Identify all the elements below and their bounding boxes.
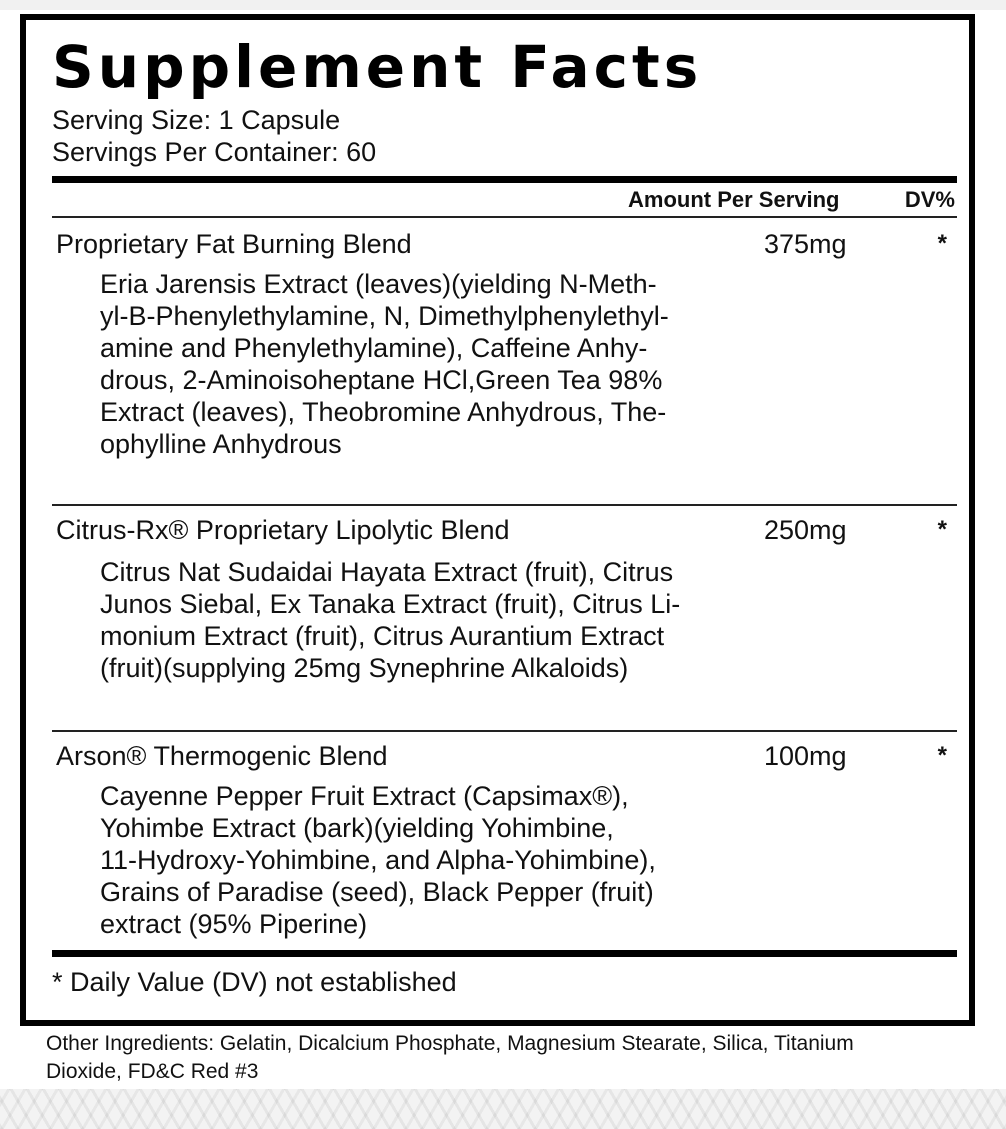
- ingredient-line: monium Extract (fruit), Citrus Aurantium Extract: [100, 621, 665, 651]
- blend-name: Arson® Thermogenic Blend: [56, 741, 388, 771]
- ingredient-line: amine and Phenylethylamine), Caffeine Anhy-: [100, 333, 648, 363]
- blend-dv: *: [937, 230, 947, 257]
- ingredient-line: drous, 2-Aminoisoheptane HCl,Green Tea 98%: [100, 365, 663, 395]
- ingredient-line: 11-Hydroxy-Yohimbine, and Alpha-Yohimbine),: [100, 845, 656, 875]
- ingredient-line: Extract (leaves), Theobromine Anhydrous, The-: [100, 397, 667, 427]
- background-texture: [0, 1089, 1006, 1129]
- ingredient-line: Cayenne Pepper Fruit Extract (Capsimax®),: [100, 781, 629, 811]
- ingredient-line: Yohimbe Extract (bark)(yielding Yohimbine,: [100, 813, 614, 843]
- blend-dv: *: [937, 742, 947, 769]
- column-header-amount: Amount Per Serving: [628, 187, 840, 212]
- dv-footnote: * Daily Value (DV) not established: [52, 967, 457, 997]
- blend-divider: [52, 730, 957, 732]
- supplement-facts-panel: [20, 14, 975, 1026]
- other-ingredients-line: Dioxide, FD&C Red #3: [46, 1060, 259, 1083]
- blend-divider: [52, 504, 957, 506]
- other-ingredients: [46, 1030, 976, 1086]
- blend-ingredients: [100, 780, 800, 940]
- blend-amount: 375mg: [764, 229, 847, 259]
- header-rule: [52, 176, 957, 183]
- background-top: [0, 0, 1006, 10]
- column-header-rule: [52, 216, 957, 218]
- blend-amount: 100mg: [764, 741, 847, 771]
- ingredient-line: Eria Jarensis Extract (leaves)(yielding N-Meth-: [100, 269, 657, 299]
- blend-name: Proprietary Fat Burning Blend: [56, 229, 412, 259]
- ingredient-line: Grains of Paradise (seed), Black Pepper (fruit): [100, 877, 654, 907]
- blend-ingredients: [100, 556, 800, 684]
- blend-name: Citrus-Rx® Proprietary Lipolytic Blend: [56, 515, 510, 545]
- ingredient-line: (fruit)(supplying 25mg Synephrine Alkaloids): [100, 653, 629, 683]
- serving-size: Serving Size: 1 Capsule: [52, 105, 341, 135]
- blend-dv: *: [937, 516, 947, 543]
- servings-per-container: Servings Per Container: 60: [52, 137, 377, 167]
- ingredient-line: yl-B-Phenylethylamine, N, Dimethylphenylethyl-: [100, 301, 669, 331]
- blend-ingredients: [100, 268, 800, 460]
- ingredient-line: Citrus Nat Sudaidai Hayata Extract (fruit), Citrus: [100, 557, 674, 587]
- ingredient-line: extract (95% Piperine): [100, 909, 368, 939]
- footer-rule: [52, 950, 957, 957]
- ingredient-line: ophylline Anhydrous: [100, 429, 342, 459]
- panel-title: Supplement Facts: [52, 33, 703, 101]
- column-header-dv: DV%: [904, 187, 955, 212]
- ingredient-line: Junos Siebal, Ex Tanaka Extract (fruit), Citrus Li-: [100, 589, 681, 619]
- blend-amount: 250mg: [764, 515, 847, 545]
- other-ingredients-line: Other Ingredients: Gelatin, Dicalcium Phosphate, Magnesium Stearate, Silica, Titanium: [46, 1032, 854, 1055]
